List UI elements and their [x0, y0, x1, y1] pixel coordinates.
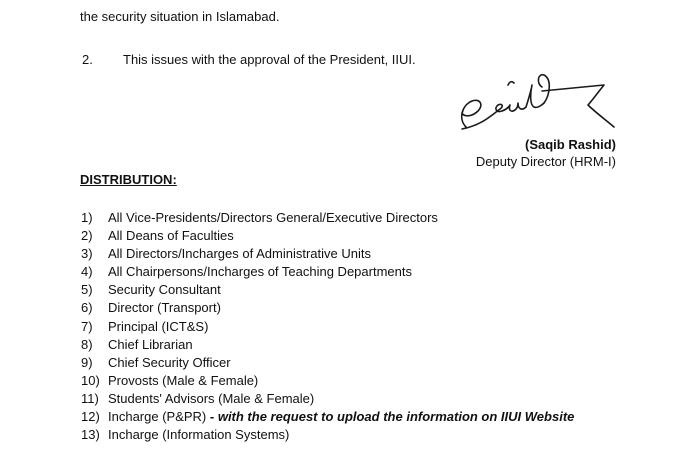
distribution-item-number: 3) [81, 246, 93, 262]
distribution-item [81, 245, 574, 263]
distribution-item-text: Chief Librarian [108, 336, 193, 352]
signature-stroke-mid [526, 85, 544, 107]
distribution-item-number: 1) [81, 210, 93, 225]
distribution-item-text: All Chairpersons/Incharges of Teaching Departments [108, 264, 412, 280]
distribution-item-text: Chief Security Officer [108, 354, 231, 370]
distribution-item [81, 426, 574, 444]
signature-stroke-tail [542, 85, 614, 127]
distribution-heading: DISTRIBUTION: [80, 172, 177, 187]
distribution-item [81, 318, 574, 336]
signature-stroke-dot [508, 82, 514, 85]
distribution-item-number: 2) [81, 228, 93, 244]
distribution-item [81, 354, 574, 372]
memo-continued-line: the security situation in Islamabad. [80, 9, 280, 24]
distribution-item-text: All Vice-Presidents/Directors General/Executive Directors [108, 210, 438, 225]
distribution-item-number: 6) [81, 300, 93, 316]
distribution-item-number: 5) [81, 282, 93, 298]
distribution-item-number: 10) [81, 372, 100, 388]
cut-off-text-fragment [80, 0, 84, 4]
distribution-item-text: All Directors/Incharges of Administrative Units [108, 246, 371, 262]
distribution-item-note: - with the request to upload the information on IIUI Website [209, 409, 575, 425]
distribution-item [81, 299, 574, 317]
distribution-item-text: Incharge (Information Systems) [108, 427, 290, 443]
paragraph-2-text: This issues with the approval of the President, IIUI. [123, 52, 416, 67]
distribution-item-number: 13) [81, 427, 100, 443]
distribution-item [81, 372, 574, 390]
distribution-item [81, 336, 574, 354]
distribution-item-number: 7) [81, 318, 93, 334]
distribution-item-number: 8) [81, 336, 93, 352]
distribution-item-number: 9) [81, 354, 93, 370]
distribution-item [81, 209, 574, 227]
signature-stroke-loop [538, 75, 549, 103]
distribution-item-number: 4) [81, 264, 93, 280]
distribution-item-text: All Deans of Faculties [108, 228, 234, 244]
cut-off-text-line [80, 0, 84, 7]
signatory-title: Deputy Director (HRM-I) [475, 154, 616, 169]
signatory-name: (Saqib Rashid) [524, 137, 616, 152]
paragraph-2-number: 2. [82, 52, 93, 67]
signature-stroke-body [462, 103, 526, 129]
distribution-item-text: Security Consultant [108, 282, 221, 298]
distribution-item [81, 281, 574, 299]
handwritten-signature [452, 65, 622, 137]
distribution-item-text: Director (Transport) [108, 300, 221, 316]
distribution-item [81, 227, 574, 245]
distribution-item-text: Principal (ICT&S) [108, 318, 209, 334]
distribution-item-number: 11) [81, 390, 99, 406]
distribution-item-number: 12) [81, 409, 100, 425]
distribution-item [81, 408, 574, 426]
distribution-item-text: Students' Advisors (Male & Female) [108, 390, 315, 406]
distribution-item [81, 390, 574, 408]
distribution-item-text: Provosts (Male & Female) [108, 372, 259, 388]
distribution-item [81, 263, 574, 281]
distribution-list [81, 209, 574, 444]
distribution-item-text: Incharge (P&PR) [108, 409, 207, 425]
